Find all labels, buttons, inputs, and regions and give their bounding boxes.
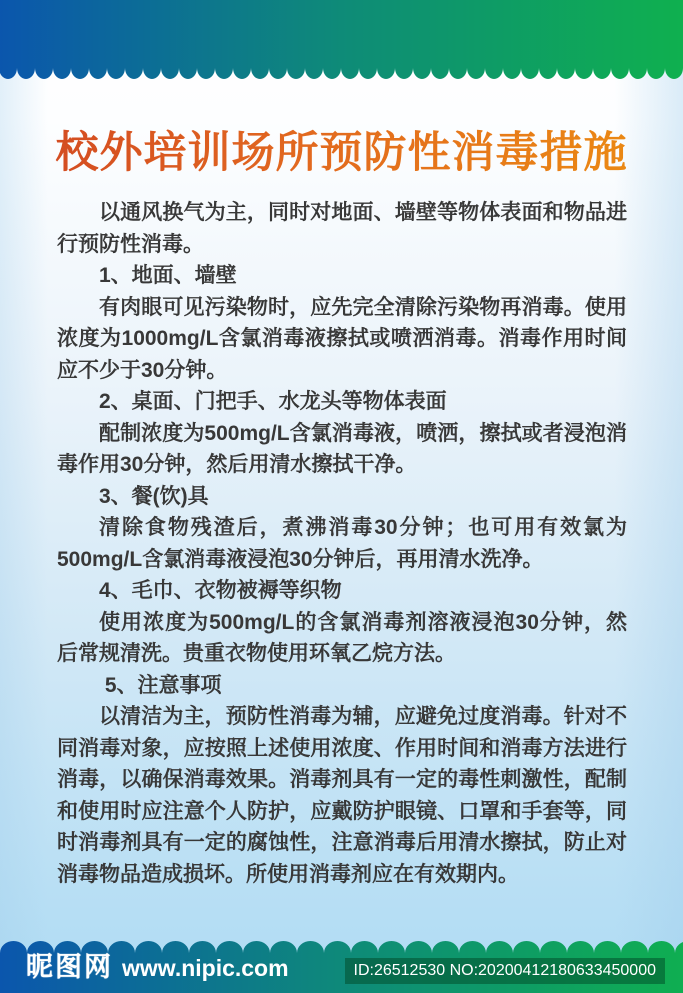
wave-edge-top: [0, 0, 683, 82]
site-watermark: [26, 945, 289, 984]
page-title: 校外培训场所预防性消毒措施: [0, 119, 683, 180]
paragraph: 配制浓度为500mg/L含氯消毒液，喷洒，擦拭或者浸泡消毒作用30分钟，然后用清水擦拭干净。: [57, 421, 627, 476]
footer: [0, 940, 683, 993]
paragraph: 有肉眼可见污染物时，应先完全清除污染物再消毒。使用浓度为1000mg/L含氯消毒液擦拭或喷洒消毒。消毒作用时间应不少于30分钟。: [57, 295, 627, 382]
section-heading: 1、地面、墙壁: [99, 264, 237, 287]
image-id-badge: ID:26512530 NO:20200412180633450000: [345, 958, 666, 984]
site-url: www.nipic.com: [122, 955, 289, 981]
section-heading: 5、注意事项: [99, 673, 222, 697]
body-text: [57, 197, 627, 890]
section-heading: 3、餐(饮)具: [99, 484, 209, 508]
paragraph: 以通风换气为主，同时对地面、墙壁等物体表面和物品进行预防性消毒。: [57, 201, 627, 256]
paragraph: 使用浓度为500mg/L的含氯消毒剂溶液浸泡30分钟，然后常规清洗。贵重衣物使用环氧乙烷方法。: [57, 610, 627, 665]
paragraph: 以清洁为主，预防性消毒为辅，应避免过度消毒。针对不同消毒对象，应按照上述使用浓度、作用时间和消毒方法进行消毒，以确保消毒效果。消毒剂具有一定的毒性刺激性，配制和使用时应注意个人防护，应戴防护眼镜、口罩和手套等，同时消毒剂具有一定的腐蚀性，注意消毒后用清水擦拭，防止对消毒物品造成损坏。所使用消毒剂应在有效期内。: [57, 705, 627, 886]
section-heading: 4、毛巾、衣物被褥等织物: [99, 579, 342, 602]
paragraph: 清除食物残渣后，煮沸消毒30分钟；也可用有效氯为500mg/L含氯消毒液浸泡30分钟后，再用清水洗净。: [57, 516, 627, 571]
site-logo: 昵图网: [26, 952, 113, 982]
section-heading: 2、桌面、门把手、水龙头等物体表面: [99, 390, 447, 413]
